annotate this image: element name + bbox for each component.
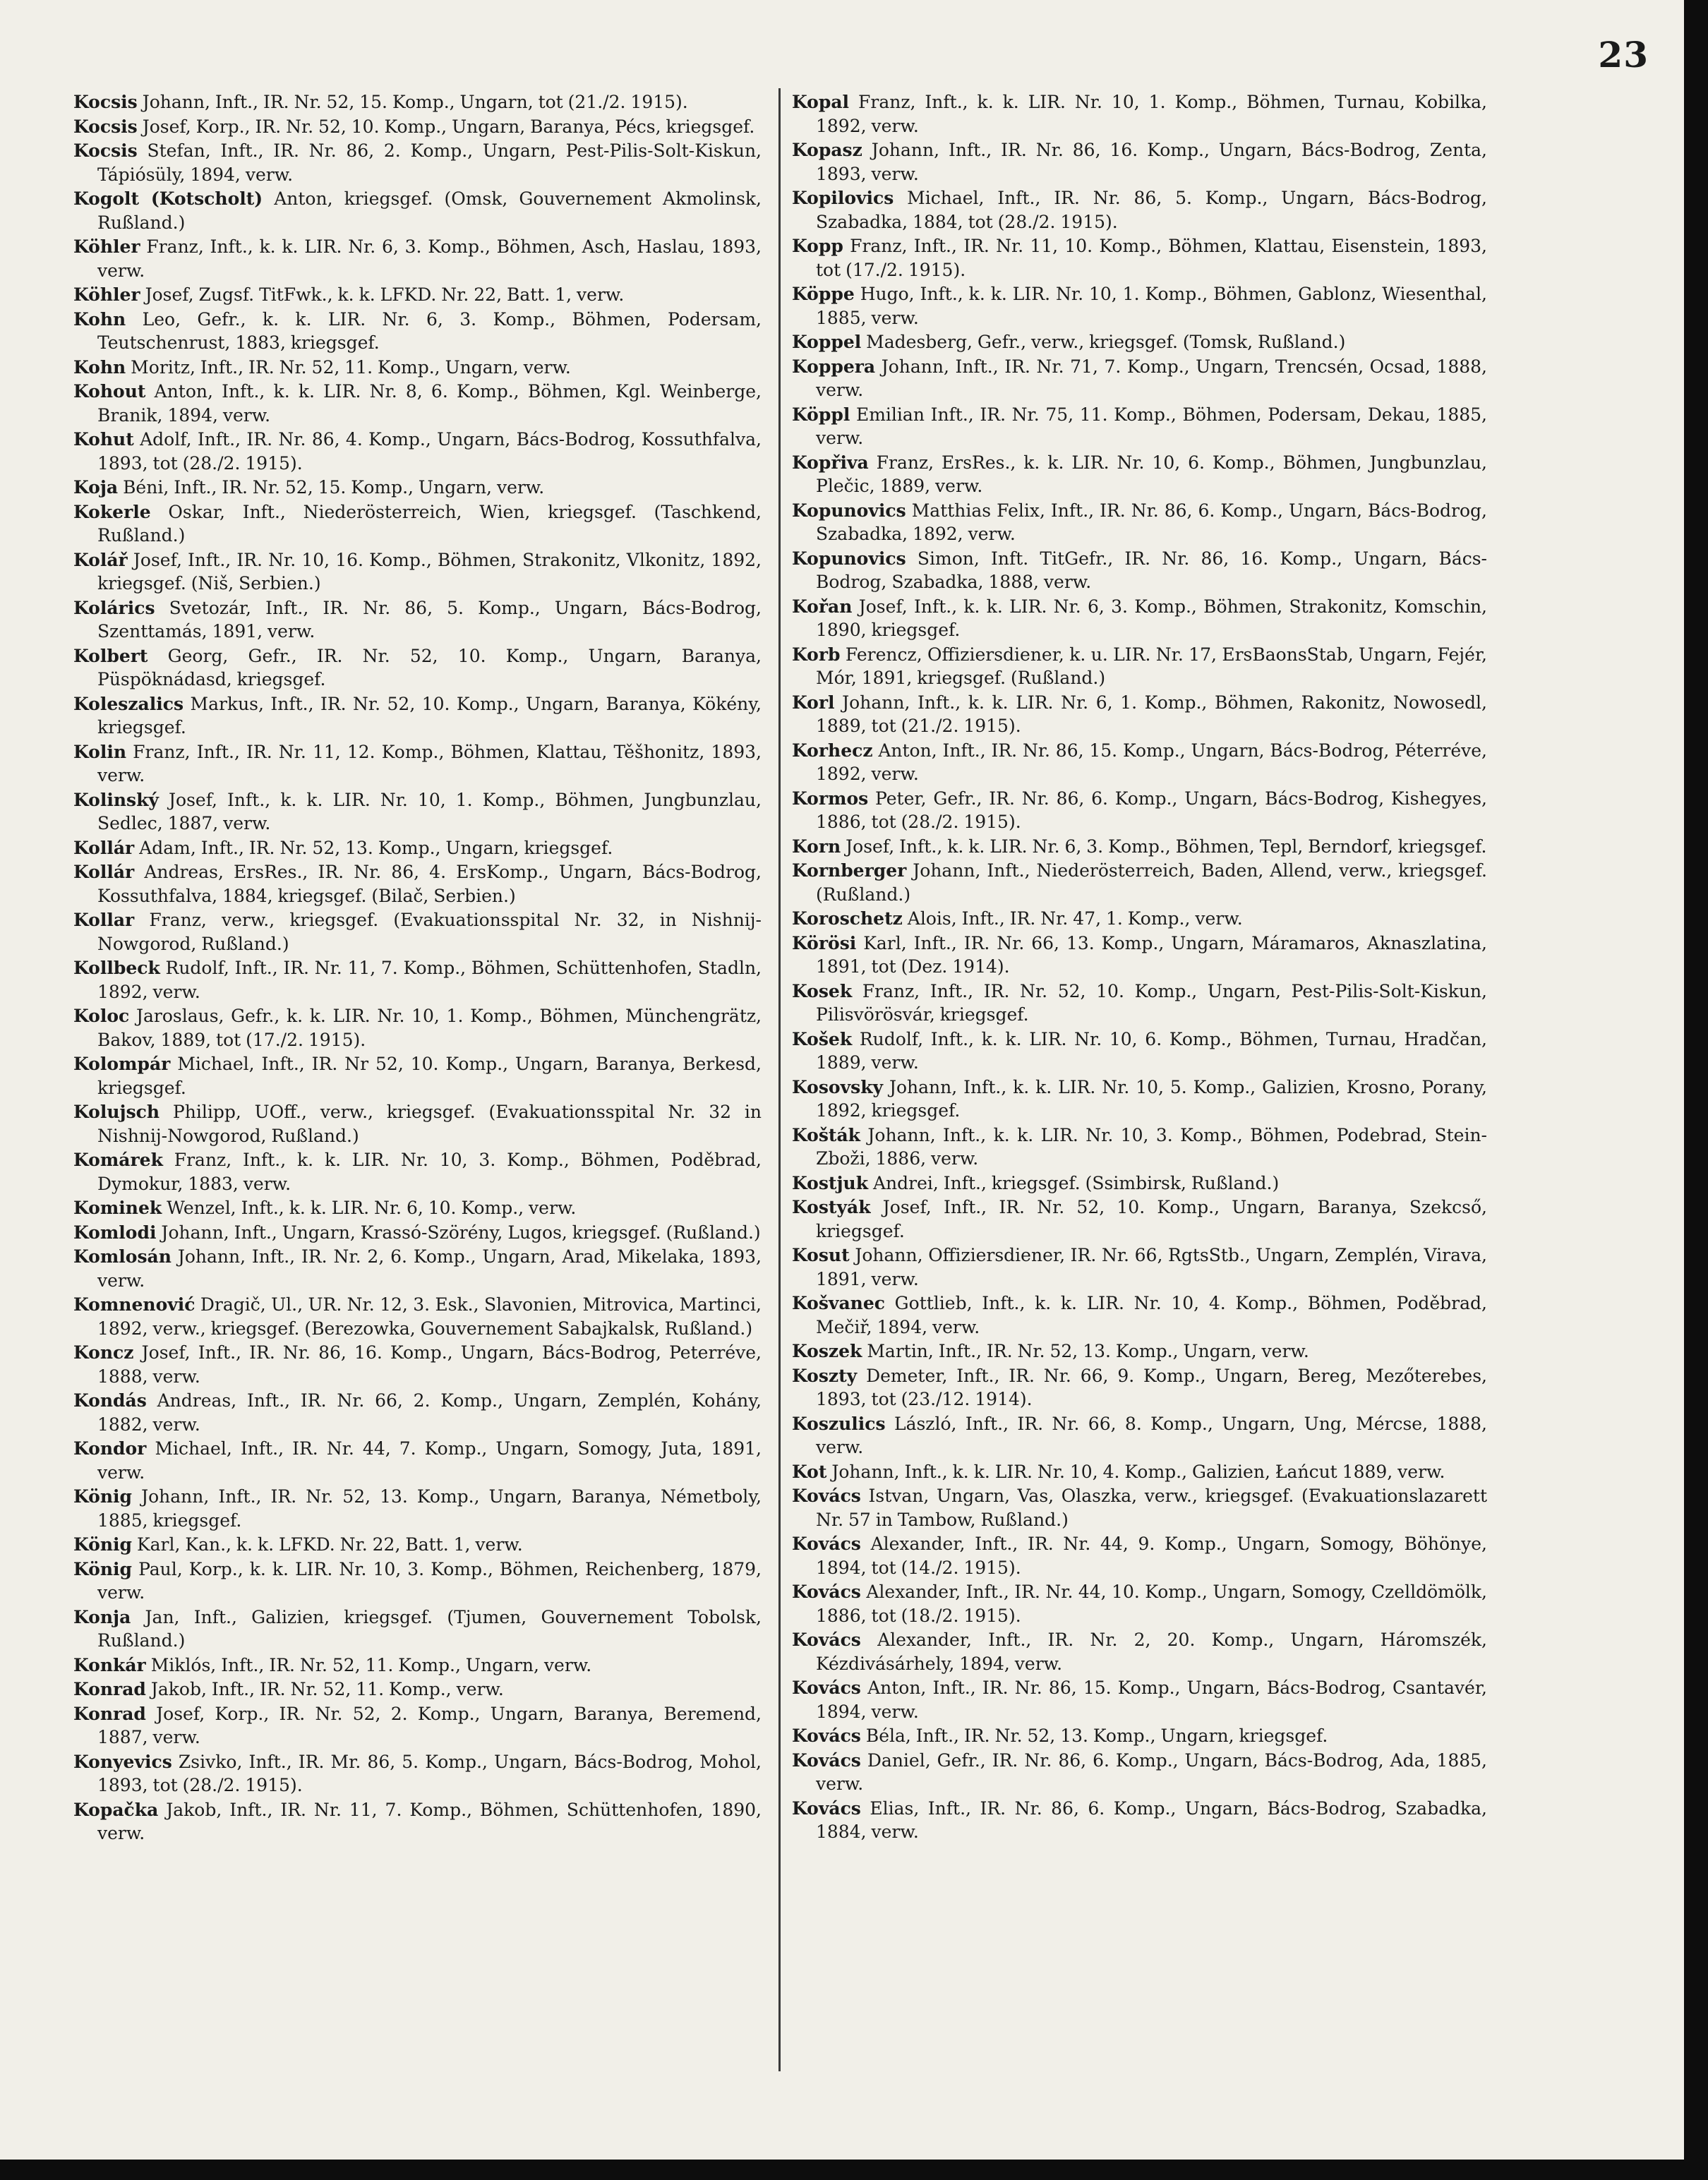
entry-details: Johann, Inft., IR. Nr. 86, 16. Komp., Ungarn, Bács-Bodrog, Zenta, 1893, verw. <box>816 140 1487 184</box>
entry-details: Jan, Inft., Galizien, kriegsgef. (Tjumen, Gouvernement Tobolsk, Rußland.) <box>97 1606 762 1651</box>
entry-surname: Kopunovics <box>792 548 906 569</box>
entry-details: Josef, Inft., IR. Nr. 52, 10. Komp., Ungarn, Baranya, Szekcső, kriegsgef. <box>816 1197 1487 1241</box>
casualty-entry <box>792 1797 1487 1844</box>
entry-details: Johann, Inft., IR. Nr. 71, 7. Komp., Ungarn, Trencsén, Ocsad, 1888, verw. <box>816 356 1487 400</box>
entry-details: Philipp, UOff., verw., kriegsgef. (Evakuationsspital Nr. 32 in Nishnij-Nowgorod, Rußland.) <box>97 1102 762 1146</box>
entry-details: Josef, Inft., k. k. LIR. Nr. 10, 1. Komp., Böhmen, Jungbunzlau, Sedlec, 1887, verw. <box>97 789 762 833</box>
entry-details: Adolf, Inft., IR. Nr. 86, 4. Komp., Ungarn, Bács-Bodrog, Kossuthfalva, 1893, tot (28./2. 1915). <box>97 429 762 474</box>
entry-surname: Konrad <box>73 1703 146 1724</box>
casualty-entry <box>792 1196 1487 1243</box>
entry-details: Martin, Inft., IR. Nr. 52, 13. Komp., Ungarn, verw. <box>867 1341 1309 1361</box>
entry-details: Anton, kriegsgef. (Omsk, Gouvernement Akmolinsk, Rußland.) <box>97 188 762 233</box>
entry-details: Dragič, Ul., UR. Nr. 12, 3. Esk., Slavonien, Mitrovica, Martinci, 1892, verw., kriegsgef. (Berezowka, Gouvernement Sabajkalsk, Rußland.) <box>97 1294 762 1339</box>
entry-details: Josef, Korp., IR. Nr. 52, 10. Komp., Ungarn, Baranya, Pécs, kriegsgef. <box>142 116 755 137</box>
entry-surname: Körösi <box>792 932 857 953</box>
entry-surname: Köppl <box>792 404 850 425</box>
entry-details: Johann, Inft., IR. Nr. 2, 6. Komp., Ungarn, Arad, Mikelaka, 1893, verw. <box>97 1246 762 1291</box>
casualty-entry <box>792 1291 1487 1339</box>
entry-surname: Kosovsky <box>792 1076 884 1097</box>
casualty-entry <box>792 355 1487 402</box>
casualty-entry <box>73 836 762 860</box>
entry-details: Josef, Inft., IR. Nr. 86, 16. Komp., Ungarn, Bács-Bodrog, Peterréve, 1888, verw. <box>97 1342 762 1387</box>
casualty-entry <box>73 548 762 596</box>
entry-surname: Konyevics <box>73 1751 172 1772</box>
entry-details: Istvan, Ungarn, Vas, Olaszka, verw., kriegsgef. (Evakuationslazarett Nr. 57 in Tambow, Rußland.) <box>816 1486 1487 1530</box>
casualty-entry <box>73 1702 762 1750</box>
entry-details: Johann, Inft., k. k. LIR. Nr. 10, 3. Komp., Böhmen, Podebrad, Stein-Zboži, 1886, verw. <box>816 1124 1487 1169</box>
entry-surname: Koroschetz <box>792 908 903 929</box>
casualty-entry <box>73 1654 762 1678</box>
entry-surname: Kolompár <box>73 1054 171 1074</box>
entry-surname: Kokerle <box>73 501 151 522</box>
entry-surname: Kondás <box>73 1390 147 1411</box>
casualty-entry <box>73 596 762 644</box>
entry-surname: Kohut <box>73 429 134 450</box>
entry-details: Simon, Inft. TitGefr., IR. Nr. 86, 16. Komp., Ungarn, Bács-Bodrog, Szabadka, 1888, verw. <box>816 548 1487 592</box>
casualty-entry <box>73 1389 762 1436</box>
entry-surname: Košek <box>792 1028 853 1049</box>
entry-details: Johann, Inft., k. k. LIR. Nr. 10, 4. Komp., Galizien, Łańcut 1889, verw. <box>831 1461 1445 1482</box>
casualty-entry <box>792 1724 1487 1748</box>
entry-details: Ferencz, Offiziersdiener, k. u. LIR. Nr. 17, ErsBaonsStab, Ungarn, Fejér, Mór, 1891, kriegsgef. (Rußland.) <box>816 644 1487 688</box>
casualty-entry <box>73 283 762 307</box>
entry-surname: Kopal <box>792 92 850 112</box>
entry-surname: Kocsis <box>73 116 138 137</box>
entry-surname: Kovács <box>792 1630 861 1650</box>
entry-surname: Kolinský <box>73 789 159 810</box>
entry-surname: Köhler <box>73 236 140 257</box>
casualty-entry <box>73 1798 762 1845</box>
casualty-entry <box>792 907 1487 931</box>
entry-details: Karl, Kan., k. k. LFKD. Nr. 22, Batt. 1, verw. <box>136 1534 523 1555</box>
entry-surname: Konkár <box>73 1654 146 1675</box>
entry-surname: Kolbert <box>73 645 148 666</box>
column-divider <box>778 88 781 2071</box>
casualty-entry <box>73 1196 762 1220</box>
casualty-entry <box>73 1558 762 1605</box>
page-number: 23 <box>1598 34 1649 76</box>
entry-details: Miklós, Inft., IR. Nr. 52, 11. Komp., Ungarn, verw. <box>150 1654 592 1675</box>
casualty-entry <box>73 1485 762 1532</box>
entry-surname: Kovács <box>792 1486 861 1506</box>
entry-details: Andrei, Inft., kriegsgef. (Ssimbirsk, Rußland.) <box>872 1172 1280 1193</box>
entry-surname: Komlodi <box>73 1222 157 1243</box>
entry-details: Andreas, ErsRes., IR. Nr. 86, 4. ErsKomp., Ungarn, Bács-Bodrog, Kossuthfalva, 1884, kriegsgef. (Bilač, Serbien.) <box>97 862 762 906</box>
casualty-entry <box>792 1412 1487 1459</box>
casualty-entry <box>73 1678 762 1702</box>
casualty-entry <box>792 1172 1487 1196</box>
entry-surname: Kopačka <box>73 1799 159 1820</box>
entry-details: Peter, Gefr., IR. Nr. 86, 6. Komp., Ungarn, Bács-Bodrog, Kishegyes, 1886, tot (28./2. 1915). <box>816 788 1487 832</box>
entry-details: Oskar, Inft., Niederösterreich, Wien, kriegsgef. (Taschkend, Rußland.) <box>97 501 762 546</box>
entry-details: Alexander, Inft., IR. Nr. 44, 10. Komp., Ungarn, Somogy, Czelldömölk, 1886, tot (18./2. 1915). <box>816 1582 1487 1626</box>
entry-surname: Koszty <box>792 1365 858 1386</box>
casualty-entry <box>792 1532 1487 1579</box>
entry-surname: Koleszalics <box>73 693 184 714</box>
entry-surname: Kolin <box>73 741 127 762</box>
right-column <box>792 90 1487 1845</box>
entry-surname: Kovács <box>792 1582 861 1602</box>
entry-details: Josef, Inft., k. k. LIR. Nr. 6, 3. Komp., Böhmen, Strakonitz, Komschin, 1890, kriegsgef. <box>816 596 1487 640</box>
casualty-entry <box>73 428 762 475</box>
casualty-entry <box>792 835 1487 859</box>
casualty-entry <box>73 692 762 740</box>
entry-details: Alois, Inft., IR. Nr. 47, 1. Komp., verw. <box>907 908 1243 929</box>
casualty-entry <box>73 788 762 836</box>
entry-surname: Kopilovics <box>792 188 894 208</box>
entry-surname: Kosut <box>792 1245 850 1265</box>
entry-details: Anton, Inft., k. k. LIR. Nr. 8, 6. Komp., Böhmen, Kgl. Weinberge, Branik, 1894, verw. <box>97 381 762 426</box>
casualty-entry <box>73 115 762 139</box>
entry-details: Michael, Inft., IR. Nr. 86, 5. Komp., Ungarn, Bács-Bodrog, Szabadka, 1884, tot (28./2. 1915). <box>816 188 1487 232</box>
entry-details: Jakob, Inft., IR. Nr. 52, 11. Komp., verw. <box>150 1679 504 1699</box>
casualty-entry <box>792 1243 1487 1291</box>
casualty-entry <box>792 90 1487 138</box>
entry-surname: Kopunovics <box>792 500 906 521</box>
entry-details: Elias, Inft., IR. Nr. 86, 6. Komp., Ungarn, Bács-Bodrog, Szabadka, 1884, verw. <box>816 1797 1487 1842</box>
casualty-entry <box>792 138 1487 186</box>
entry-details: Rudolf, Inft., IR. Nr. 11, 7. Komp., Böhmen, Schüttenhofen, Stadln, 1892, verw. <box>97 958 762 1002</box>
entry-details: Béla, Inft., IR. Nr. 52, 13. Komp., Ungarn, kriegsgef. <box>865 1726 1328 1746</box>
entry-details: Matthias Felix, Inft., IR. Nr. 86, 6. Komp., Ungarn, Bács-Bodrog, Szabadka, 1892, verw. <box>816 500 1487 544</box>
entry-details: Daniel, Gefr., IR. Nr. 86, 6. Komp., Ungarn, Bács-Bodrog, Ada, 1885, verw. <box>816 1750 1487 1794</box>
entry-surname: Kornberger <box>792 860 907 881</box>
entry-details: Anton, Inft., IR. Nr. 86, 15. Komp., Ungarn, Bács-Bodrog, Péterréve, 1892, verw. <box>816 740 1487 784</box>
casualty-entry <box>792 980 1487 1027</box>
entry-details: Johann, Inft., Ungarn, Krassó-Szörény, Lugos, kriegsgef. (Rußland.) <box>161 1222 761 1243</box>
entry-surname: Komlosán <box>73 1246 172 1267</box>
casualty-entry <box>73 1437 762 1484</box>
entry-surname: Kovács <box>792 1726 861 1746</box>
entry-details: Johann, Offiziersdiener, IR. Nr. 66, RgtsStb., Ungarn, Zemplén, Virava, 1891, verw. <box>816 1245 1487 1289</box>
entry-details: Paul, Korp., k. k. LIR. Nr. 10, 3. Komp., Böhmen, Reichenberg, 1879, verw. <box>97 1558 762 1603</box>
entry-details: Rudolf, Inft., k. k. LIR. Nr. 10, 6. Komp., Böhmen, Turnau, Hradčan, 1889, verw. <box>816 1028 1487 1073</box>
casualty-entry <box>792 1676 1487 1723</box>
entry-surname: Kohout <box>73 381 146 402</box>
entry-details: Adam, Inft., IR. Nr. 52, 13. Komp., Ungarn, kriegsgef. <box>139 837 613 858</box>
entry-surname: Kovács <box>792 1534 861 1554</box>
casualty-entry <box>792 595 1487 642</box>
casualty-entry <box>73 1341 762 1388</box>
casualty-entry <box>73 187 762 234</box>
casualty-entry <box>73 860 762 908</box>
casualty-entry <box>73 1004 762 1052</box>
entry-surname: Kohn <box>73 356 126 378</box>
entry-surname: Kovács <box>792 1797 861 1819</box>
entry-surname: Kořan <box>792 596 853 617</box>
entry-surname: Korb <box>792 644 841 665</box>
entry-details: Anton, Inft., IR. Nr. 86, 15. Komp., Ungarn, Bács-Bodrog, Csantavér, 1894, verw. <box>816 1678 1487 1722</box>
casualty-entry <box>792 1339 1487 1363</box>
entry-surname: Köppe <box>792 284 855 304</box>
casualty-entry <box>792 1364 1487 1411</box>
entry-details: Franz, Inft., IR. Nr. 52, 10. Komp., Ungarn, Pest-Pilis-Solt-Kiskun, Pilisvörösvár, kriegsgef. <box>816 980 1487 1025</box>
entry-details: Leo, Gefr., k. k. LIR. Nr. 6, 3. Komp., Böhmen, Podersam, Teutschenrust, 1883, kriegsgef. <box>97 308 762 353</box>
entry-details: Franz, Inft., IR. Nr. 11, 12. Komp., Böhmen, Klattau, Těšhonitz, 1893, verw. <box>97 741 762 785</box>
casualty-entry <box>792 932 1487 979</box>
entry-surname: Kominek <box>73 1198 162 1218</box>
casualty-entry <box>73 500 762 548</box>
entry-surname: Komnenović <box>73 1294 196 1315</box>
entry-details: Josef, Korp., IR. Nr. 52, 2. Komp., Ungarn, Baranya, Beremend, 1887, verw. <box>97 1703 762 1747</box>
casualty-entry <box>73 1052 762 1100</box>
entry-surname: Kollbeck <box>73 958 160 978</box>
entry-details: Zsivko, Inft., IR. Mr. 86, 5. Komp., Ungarn, Bács-Bodrog, Mohol, 1893, tot (28./2. 1915). <box>97 1751 762 1795</box>
entry-surname: Kovács <box>792 1750 861 1771</box>
entry-details: Georg, Gefr., IR. Nr. 52, 10. Komp., Ungarn, Baranya, Püspöknádasd, kriegsgef. <box>97 645 762 689</box>
casualty-entry <box>73 1245 762 1292</box>
casualty-entry <box>73 235 762 282</box>
casualty-entry <box>792 643 1487 690</box>
casualty-entry <box>73 356 762 380</box>
entry-surname: Koloc <box>73 1006 130 1026</box>
entry-details: Madesberg, Gefr., verw., kriegsgef. (Tomsk, Rußland.) <box>866 332 1346 352</box>
entry-surname: Kolárics <box>73 597 155 618</box>
casualty-entry <box>73 308 762 355</box>
entry-surname: König <box>73 1534 133 1555</box>
entry-details: Franz, verw., kriegsgef. (Evakuationsspital Nr. 32, in Nishnij-Nowgorod, Rußland.) <box>97 910 762 954</box>
left-column <box>73 90 762 1846</box>
casualty-entry <box>792 1580 1487 1627</box>
entry-surname: Kopřiva <box>792 452 869 473</box>
entry-details: Franz, Inft., k. k. LIR. Nr. 10, 3. Komp., Böhmen, Poděbrad, Dymokur, 1883, verw. <box>97 1150 762 1194</box>
entry-surname: Korhecz <box>792 740 873 761</box>
casualty-entry <box>73 644 762 692</box>
entry-surname: Kondor <box>73 1438 147 1459</box>
entry-surname: Kot <box>792 1461 827 1482</box>
entry-details: Wenzel, Inft., k. k. LIR. Nr. 6, 10. Komp., verw. <box>167 1198 577 1218</box>
casualty-entry <box>73 476 762 500</box>
casualty-entry <box>73 1221 762 1245</box>
casualty-entry <box>73 908 762 956</box>
entry-surname: Kohn <box>73 308 126 330</box>
entry-details: Johann, Inft., IR. Nr. 52, 15. Komp., Ungarn, tot (21./2. 1915). <box>142 92 688 112</box>
entry-surname: Konrad <box>73 1679 146 1699</box>
entry-surname: Kogolt (Kotscholt) <box>73 188 263 209</box>
entry-surname: Kocsis <box>73 140 138 161</box>
entry-surname: Kormos <box>792 788 869 809</box>
casualty-entry <box>792 787 1487 834</box>
entry-details: Gottlieb, Inft., k. k. LIR. Nr. 10, 4. Komp., Böhmen, Poděbrad, Mečiř, 1894, verw. <box>816 1293 1487 1337</box>
entry-surname: König <box>73 1558 133 1579</box>
entry-details: Franz, Inft., IR. Nr. 11, 10. Komp., Böhmen, Klattau, Eisenstein, 1893, tot (17./2. 1915). <box>816 236 1488 280</box>
entry-surname: Koja <box>73 477 119 498</box>
entry-details: Johann, Inft., IR. Nr. 52, 13. Komp., Ungarn, Baranya, Németboly, 1885, kriegsgef. <box>97 1486 762 1531</box>
casualty-entry <box>792 1749 1487 1796</box>
casualty-entry <box>73 90 762 114</box>
casualty-entry <box>792 691 1487 738</box>
entry-details: Franz, ErsRes., k. k. LIR. Nr. 10, 6. Komp., Böhmen, Jungbunzlau, Plečic, 1889, verw. <box>816 452 1487 496</box>
entry-details: Franz, Inft., k. k. LIR. Nr. 10, 1. Komp., Böhmen, Turnau, Kobilka, 1892, verw. <box>816 92 1487 136</box>
casualty-entry <box>792 1628 1487 1675</box>
entry-surname: Koppel <box>792 332 862 352</box>
casualty-entry <box>792 330 1487 354</box>
entry-details: Franz, Inft., k. k. LIR. Nr. 6, 3. Komp., Böhmen, Asch, Haslau, 1893, verw. <box>97 236 762 281</box>
casualty-entry <box>73 740 762 788</box>
entry-surname: Kocsis <box>73 92 138 112</box>
entry-details: Jakob, Inft., IR. Nr. 11, 7. Komp., Böhmen, Schüttenhofen, 1890, verw. <box>97 1799 762 1843</box>
entry-details: László, Inft., IR. Nr. 66, 8. Komp., Ungarn, Ung, Mércse, 1888, verw. <box>816 1413 1487 1457</box>
casualty-entry <box>792 1484 1487 1531</box>
entry-details: Stefan, Inft., IR. Nr. 86, 2. Komp., Ungarn, Pest-Pilis-Solt-Kiskun, Tápiósüly, 1894, verw. <box>97 140 762 185</box>
entry-details: Michael, Inft., IR. Nr 52, 10. Komp., Ungarn, Baranya, Berkesd, kriegsgef. <box>97 1054 762 1098</box>
entry-details: Andreas, Inft., IR. Nr. 66, 2. Komp., Ungarn, Zemplén, Kohány, 1882, verw. <box>97 1390 762 1435</box>
entry-surname: Koncz <box>73 1342 134 1363</box>
casualty-entry <box>792 859 1487 906</box>
entry-surname: Kollar <box>73 910 135 930</box>
casualty-entry <box>73 1100 762 1148</box>
casualty-entry <box>73 956 762 1004</box>
entry-details: Johann, Inft., k. k. LIR. Nr. 6, 1. Komp., Böhmen, Rakonitz, Nowosedl, 1889, tot (21./2. 1915). <box>816 692 1487 736</box>
entry-details: Béni, Inft., IR. Nr. 52, 15. Komp., Ungarn, verw. <box>123 477 545 498</box>
casualty-entry <box>792 1124 1487 1171</box>
entry-surname: Kovács <box>792 1678 861 1698</box>
entry-details: Hugo, Inft., k. k. LIR. Nr. 10, 1. Komp., Böhmen, Gablonz, Wiesenthal, 1885, verw. <box>816 284 1487 328</box>
entry-details: Johann, Inft., k. k. LIR. Nr. 10, 5. Komp., Galizien, Krosno, Porany, 1892, kriegsgef. <box>816 1076 1487 1121</box>
entry-surname: Köhler <box>73 284 140 305</box>
casualty-entry <box>73 1533 762 1557</box>
casualty-entry <box>792 499 1487 546</box>
entry-surname: Kollár <box>73 862 135 882</box>
entry-surname: Komárek <box>73 1150 163 1170</box>
entry-surname: Kostyák <box>792 1197 871 1217</box>
entry-surname: Kolář <box>73 549 128 570</box>
entry-details: Alexander, Inft., IR. Nr. 44, 9. Komp., Ungarn, Somogy, Böhönye, 1894, tot (14./2. 1915). <box>816 1534 1487 1578</box>
entry-details: Karl, Inft., IR. Nr. 66, 13. Komp., Ungarn, Máramaros, Aknaszlatina, 1891, tot (Dez. 1914). <box>816 932 1487 977</box>
entry-surname: Kostjuk <box>792 1172 869 1193</box>
entry-surname: Korn <box>792 836 841 857</box>
entry-surname: Korl <box>792 692 835 713</box>
casualty-entry <box>792 403 1487 450</box>
entry-surname: Kosek <box>792 980 853 1001</box>
casualty-entry <box>792 451 1487 498</box>
entry-details: Alexander, Inft., IR. Nr. 2, 20. Komp., Ungarn, Háromszék, Kézdivásárhely, 1894, verw. <box>816 1630 1488 1674</box>
casualty-entry <box>792 1076 1487 1123</box>
entry-details: Moritz, Inft., IR. Nr. 52, 11. Komp., Ungarn, verw. <box>131 356 571 378</box>
entry-surname: Konja <box>73 1606 131 1627</box>
casualty-entry <box>73 1293 762 1340</box>
entry-surname: Koszulics <box>792 1413 886 1434</box>
casualty-entry <box>73 139 762 186</box>
entry-details: Markus, Inft., IR. Nr. 52, 10. Komp., Ungarn, Baranya, Kökény, kriegsgef. <box>97 693 762 737</box>
entry-details: Josef, Inft., IR. Nr. 10, 16. Komp., Böhmen, Strakonitz, Vlkonitz, 1892, kriegsgef. (Niš, Serbien.) <box>97 549 762 594</box>
entry-details: Emilian Inft., IR. Nr. 75, 11. Komp., Böhmen, Podersam, Dekau, 1885, verw. <box>816 404 1487 448</box>
entry-surname: Kolujsch <box>73 1102 160 1122</box>
entry-details: Jaroslaus, Gefr., k. k. LIR. Nr. 10, 1. Komp., Böhmen, Münchengrätz, Bakov, 1889, tot (17./2. 1915). <box>97 1006 762 1050</box>
entry-surname: Kollár <box>73 837 135 858</box>
entry-details: Svetozár, Inft., IR. Nr. 86, 5. Komp., Ungarn, Bács-Bodrog, Szenttamás, 1891, verw. <box>97 597 762 642</box>
entry-details: Johann, Inft., Niederösterreich, Baden, Allend, verw., kriegsgef. (Rußland.) <box>816 860 1488 905</box>
entry-details: Michael, Inft., IR. Nr. 44, 7. Komp., Ungarn, Somogy, Juta, 1891, verw. <box>97 1438 762 1483</box>
casualty-entry <box>792 234 1487 282</box>
entry-surname: Kopasz <box>792 140 862 160</box>
casualty-entry <box>792 1028 1487 1075</box>
casualty-entry <box>792 282 1487 330</box>
casualty-entry <box>792 186 1487 234</box>
entry-surname: Koszek <box>792 1341 862 1361</box>
casualty-entry <box>792 1460 1487 1484</box>
casualty-entry <box>792 739 1487 786</box>
casualty-entry <box>73 1148 762 1196</box>
entry-surname: Košták <box>792 1124 860 1145</box>
casualty-entry <box>792 547 1487 594</box>
casualty-entry <box>73 1606 762 1653</box>
casualty-entry <box>73 380 762 427</box>
entry-surname: König <box>73 1486 133 1507</box>
entry-details: Josef, Zugsf. TitFwk., k. k. LFKD. Nr. 22, Batt. 1, verw. <box>145 284 625 305</box>
casualty-entry <box>73 1750 762 1797</box>
entry-surname: Koppera <box>792 356 876 377</box>
entry-surname: Košvanec <box>792 1293 885 1313</box>
entry-details: Demeter, Inft., IR. Nr. 66, 9. Komp., Ungarn, Bereg, Mezőterebes, 1893, tot (23./12. 1914). <box>816 1365 1487 1409</box>
entry-surname: Kopp <box>792 236 843 256</box>
entry-details: Josef, Inft., k. k. LIR. Nr. 6, 3. Komp., Böhmen, Tepl, Berndorf, kriegsgef. <box>846 836 1487 857</box>
